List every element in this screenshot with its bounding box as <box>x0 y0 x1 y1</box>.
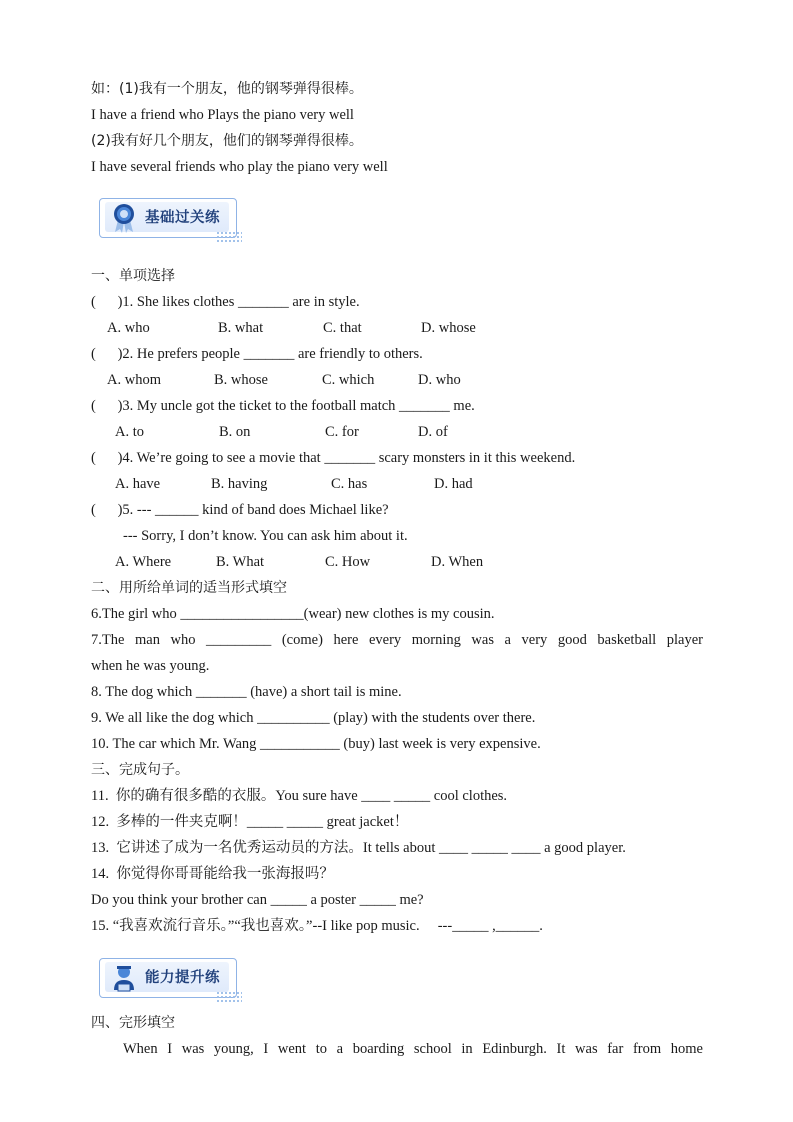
question-2-option-a: A. whom <box>107 372 161 388</box>
question-5-option-d: D. When <box>431 554 484 570</box>
sentence-item-12: 12. 多棒的一件夹克啊！_____ _____ great jacket！ <box>91 814 409 830</box>
question-3-option-a: A. to <box>115 424 144 440</box>
question-3-options <box>115 423 615 441</box>
fill-item-8: 8. The dog which _______ (have) a short tail is mine. <box>91 684 402 700</box>
question-5-stem: ( )5. --- ______ kind of band does Michael like? <box>91 502 389 518</box>
sentence-item-13: 13. 它讲述了成为一名优秀运动员的方法。It tells about ____ _____ ____ a good player. <box>91 840 626 856</box>
advanced-practice-banner <box>99 956 239 1000</box>
question-3-option-c: C. for <box>325 424 359 440</box>
question-1-option-a: A. who <box>107 320 150 336</box>
question-5-reply: --- Sorry, I don’t know. You can ask him about it. <box>123 528 408 544</box>
fill-item-6: 6.The girl who _________________(wear) new clothes is my cousin. <box>91 606 495 622</box>
question-2-option-c: C. which <box>322 372 375 388</box>
basic-practice-label: 基础过关练 <box>145 210 220 226</box>
question-2-option-b: B. whose <box>214 372 268 388</box>
intro-example-2-zh: (2)我有好几个朋友，他们的钢琴弹得很棒。 <box>91 133 363 149</box>
sentence-item-15: 15. “我喜欢流行音乐。”“我也喜欢。”--I like pop music. ---_____ ,______. <box>91 918 543 934</box>
fill-item-7-cont: when he was young. <box>91 658 210 674</box>
sentence-item-14-zh: 14. 你觉得你哥哥能给我一张海报吗？ <box>91 866 334 882</box>
question-2-option-d: D. who <box>418 372 461 388</box>
question-2-options <box>107 371 607 389</box>
sentence-item-11: 11. 你的确有很多酷的衣服。You sure have ____ _____ cool clothes. <box>91 788 508 804</box>
fill-item-10: 10. The car which Mr. Wang ___________ (buy) last week is very expensive. <box>91 736 541 752</box>
intro-example-2-en: I have several friends who play the piano very well <box>91 159 388 175</box>
question-4-option-c: C. has <box>331 476 368 492</box>
question-3-option-d: D. of <box>418 424 448 440</box>
section-3-title: 三、完成句子。 <box>91 762 189 778</box>
basic-practice-banner <box>99 196 239 240</box>
cloze-paragraph: When I was young, I went to a boarding school in Edinburgh. It was far from home <box>123 1041 703 1057</box>
question-1-options <box>107 319 607 337</box>
fill-item-9: 9. We all like the dog which __________ (play) with the students over there. <box>91 710 536 726</box>
question-4-options <box>115 475 615 493</box>
section-1-title: 一、单项选择 <box>91 268 175 284</box>
question-5-option-b: B. What <box>216 554 265 570</box>
question-4-stem: ( )4. We’re going to see a movie that _______ scary monsters in it this weekend. <box>91 450 576 466</box>
section-4-title: 四、完形填空 <box>91 1015 175 1031</box>
question-1-option-b: B. what <box>218 320 264 336</box>
sentence-item-14-en: Do you think your brother can _____ a poster _____ me? <box>91 892 424 908</box>
question-3-option-b: B. on <box>219 424 251 440</box>
question-4-option-d: D. had <box>434 476 473 492</box>
question-4-option-a: A. have <box>115 476 161 492</box>
fill-item-7: 7.The man who _________ (come) here every morning was a very good basketball player <box>91 632 703 648</box>
intro-example-1-zh: 如：(1)我有一个朋友，他的钢琴弹得很棒。 <box>91 81 363 97</box>
question-1-option-d: D. whose <box>421 320 476 336</box>
advanced-practice-label: 能力提升练 <box>145 970 220 986</box>
question-4-option-b: B. having <box>211 476 268 492</box>
medal-icon <box>109 202 139 234</box>
intro-example-1-en: I have a friend who Plays the piano very well <box>91 107 354 123</box>
question-1-stem: ( )1. She likes clothes _______ are in style. <box>91 294 360 310</box>
section-2-title: 二、用所给单词的适当形式填空 <box>91 580 287 596</box>
student-icon <box>109 962 139 994</box>
question-5-option-c: C. How <box>325 554 371 570</box>
question-2-stem: ( )2. He prefers people _______ are friendly to others. <box>91 346 423 362</box>
question-3-stem: ( )3. My uncle got the ticket to the football match _______ me. <box>91 398 475 414</box>
question-5-options <box>115 553 615 571</box>
question-5-option-a: A. Where <box>115 554 172 570</box>
question-1-option-c: C. that <box>323 320 362 336</box>
